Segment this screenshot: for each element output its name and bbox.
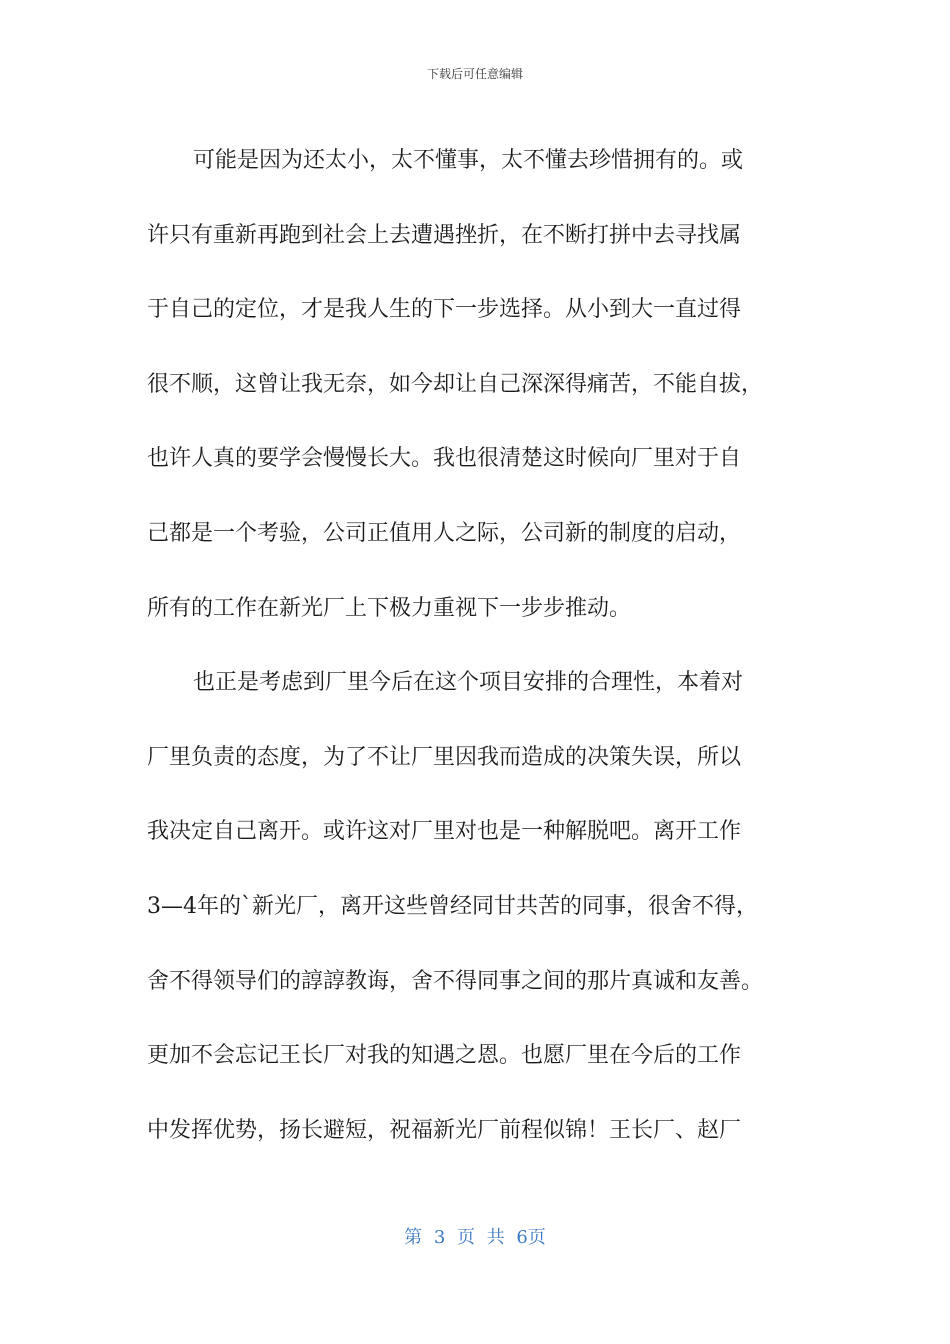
paragraph-line: 也正是考虑到厂里今后在这个项目安排的合理性，本着对 <box>193 670 744 696</box>
paragraph-line: 也许人真的要学会慢慢长大。我也很清楚这时候向厂里对于自 <box>147 446 742 472</box>
document-body <box>147 124 807 1168</box>
paragraph-line: 更加不会忘记王长厂对我的知遇之恩。也愿厂里在今后的工作 <box>147 1043 742 1069</box>
paragraph-line: 所有的工作在新光厂上下极力重视下一步步推动。 <box>147 595 632 621</box>
paragraph-line: 己都是一个考验，公司正值用人之际，公司新的制度的启动， <box>147 520 742 546</box>
paragraph-line: 厂里负责的态度，为了不让厂里因我而造成的决策失误，所以 <box>147 744 742 770</box>
page-header: 下载后可任意编辑 <box>426 67 523 81</box>
paragraph-line: 可能是因为还太小，太不懂事，太不懂去珍惜拥有的。或 <box>193 148 744 173</box>
paragraph-line: 很不顺，这曾让我无奈，如今却让自己深深得痛苦，不能自拔， <box>147 371 764 397</box>
page-number-footer: 第 3 页 共 6页 <box>404 1227 546 1248</box>
paragraph-line: 许只有重新再跑到社会上去遭遇挫折，在不断打拼中去寻找属 <box>147 222 742 248</box>
paragraph-line: 舍不得领导们的諄諄教诲，舍不得同事之间的那片真诚和友善。 <box>147 968 764 994</box>
paragraph-line: 我决定自己离开。或许这对厂里对也是一种解脱吧。离开工作 <box>147 819 742 845</box>
paragraph-line: 于自己的定位，才是我人生的下一步选择。从小到大一直过得 <box>147 297 742 323</box>
paragraph-line: 3—4年的`新光厂，离开这些曾经同甘共苦的同事，很舍不得， <box>147 893 758 919</box>
paragraph-line: 中发挥优势，扬长避短，祝福新光厂前程似锦！王长厂、赵厂 <box>147 1117 742 1143</box>
